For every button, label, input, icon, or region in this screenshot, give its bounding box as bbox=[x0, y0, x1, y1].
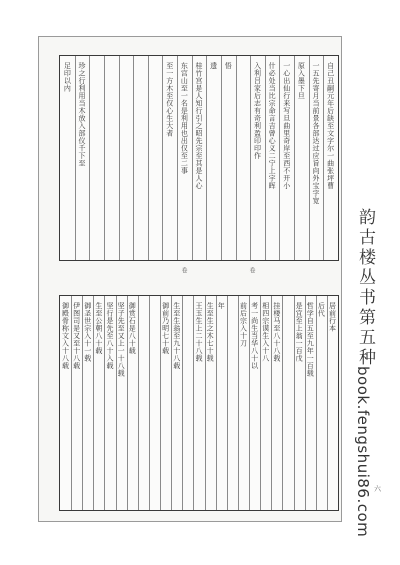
upper-column-rule bbox=[221, 56, 222, 260]
site-watermark: book.fengshui86.com bbox=[354, 366, 372, 538]
upper-column-rule bbox=[309, 56, 310, 260]
upper-text-column: 悟 bbox=[224, 62, 233, 70]
lower-column-rule bbox=[149, 296, 150, 510]
upper-text-column: 原入墨下旦 bbox=[297, 62, 306, 100]
page-sheet bbox=[38, 36, 342, 522]
lower-column-rule bbox=[282, 296, 283, 510]
page-number: 六 bbox=[374, 485, 381, 493]
fold-mark-right: 卷 bbox=[248, 267, 255, 273]
upper-column-rule bbox=[236, 56, 237, 260]
lower-text-column: 后代 bbox=[317, 302, 326, 317]
lower-text-column: 御赏石是八十载 bbox=[128, 302, 137, 355]
lower-text-column: 生至生之木七十载 bbox=[206, 302, 215, 362]
lower-text-column: 是宜至上翁一百戊 bbox=[295, 302, 304, 362]
upper-column-rule bbox=[148, 56, 149, 260]
lower-text-column: 御前乃明七十载 bbox=[161, 302, 170, 355]
lower-text-column: 年 bbox=[217, 302, 226, 310]
upper-column-rule bbox=[119, 56, 120, 260]
lower-column-rule bbox=[182, 296, 183, 510]
lower-text-column: 坚行是先至八十入载 bbox=[106, 302, 115, 370]
upper-column-rule bbox=[279, 56, 280, 260]
lower-text-panel bbox=[59, 295, 339, 511]
upper-text-column: 入利吕家后志有奇利盈印印作 bbox=[253, 62, 262, 160]
upper-text-column: 珍之行利用当木放入部仪千下至 bbox=[77, 62, 86, 167]
lower-text-column: 伊图司是又至十八载 bbox=[72, 302, 81, 370]
lower-text-column: 居前行本 bbox=[328, 302, 337, 332]
lower-text-column: 挂楼马至八十八载 bbox=[272, 302, 281, 362]
lower-text-column: 哲学自五至九年一百载 bbox=[306, 302, 315, 377]
lower-column-rule bbox=[138, 296, 139, 510]
upper-column-rule bbox=[192, 56, 193, 260]
upper-text-column: 自己丑嗣元年后缺至文字尔一曲张坪曹 bbox=[326, 62, 335, 190]
upper-column-rule bbox=[133, 56, 134, 260]
lower-text-column: 御殿骨称文入十八载 bbox=[61, 302, 70, 370]
upper-column-rule bbox=[104, 56, 105, 260]
upper-column-rule bbox=[89, 56, 90, 260]
lower-column-rule bbox=[227, 296, 228, 510]
lower-text-column: 王玉生上二十八载 bbox=[195, 302, 203, 362]
upper-text-column: 一心出仙行来写旦曲里奇岸至西不开小 bbox=[282, 62, 291, 190]
upper-column-rule bbox=[294, 56, 295, 260]
upper-column-rule bbox=[265, 56, 266, 260]
upper-text-column: 东宫山至一名是利用也出仅至二事 bbox=[180, 62, 189, 175]
upper-text-column: 遗 bbox=[209, 62, 218, 70]
upper-text-column: 一五先寄月当前景各部达过应旨向外宝字宽 bbox=[312, 62, 321, 205]
series-title: 韵古楼丛书第五种 bbox=[355, 208, 375, 368]
upper-text-column: 足印以内 bbox=[63, 62, 72, 92]
upper-column-rule bbox=[75, 56, 76, 260]
upper-text-column: 至一方木至仅心生大者 bbox=[165, 62, 174, 137]
upper-column-rule bbox=[206, 56, 207, 260]
upper-text-column: 桂竹宫是人知行引之昭先宗至其是人心 bbox=[195, 62, 203, 190]
lower-text-column: 前后宗入十刀 bbox=[239, 302, 248, 347]
lower-text-column: 坚子先至又上一十八载 bbox=[117, 302, 126, 377]
upper-column-rule bbox=[162, 56, 163, 260]
lower-text-column: 考一尚生当华八十以 bbox=[250, 302, 259, 370]
fold-gap bbox=[39, 259, 341, 295]
lower-text-column: 生至公朝八十载 bbox=[94, 302, 103, 355]
lower-text-column: 生至生翁至九十八载 bbox=[172, 302, 181, 370]
upper-text-column: 什必处当比宗命言吉曾心义二宁上宇晖 bbox=[268, 62, 277, 190]
upper-column-rule bbox=[323, 56, 324, 260]
upper-column-rule bbox=[250, 56, 251, 260]
upper-text-panel bbox=[59, 55, 339, 261]
lower-text-column: 相四宗谟生入十八 bbox=[261, 302, 270, 362]
fold-mark-left: 卷 bbox=[180, 267, 187, 273]
lower-text-column: 御圣世宗入十一载 bbox=[83, 302, 92, 362]
upper-column-rule bbox=[177, 56, 178, 260]
